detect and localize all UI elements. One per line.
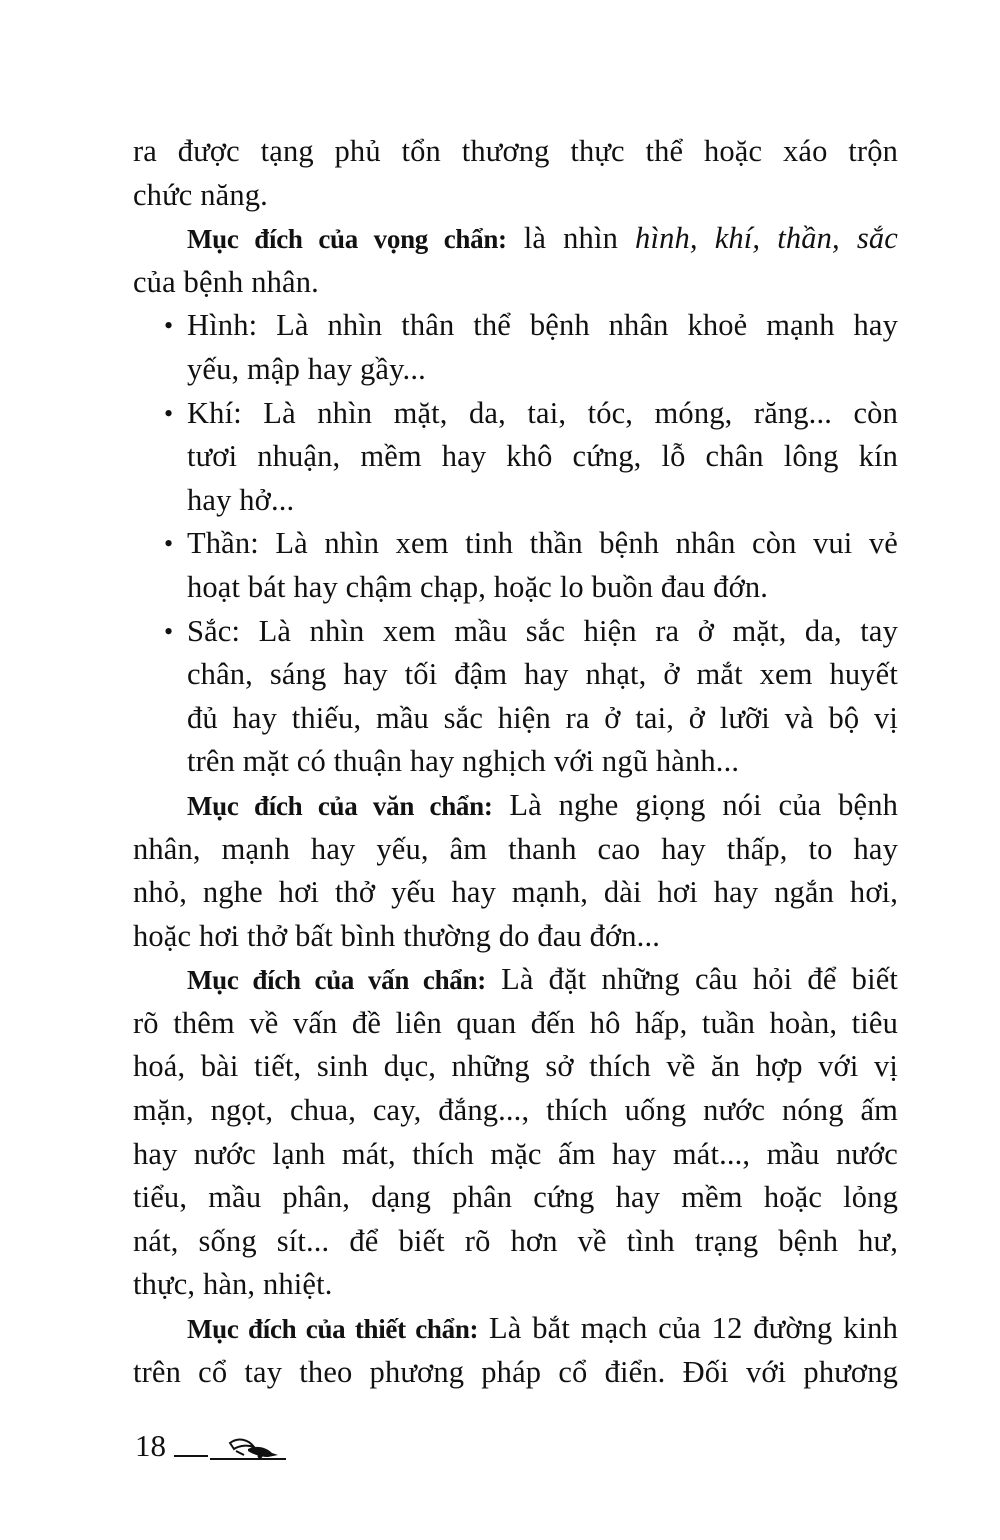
text-line: hay hở... xyxy=(187,482,295,517)
paragraph-van-chan-hoi xyxy=(133,958,898,1002)
text-segment: Sắc: Là nhìn xem mầu sắc hiện ra ở mặt, da, tay xyxy=(187,613,898,648)
text-line: mặn, ngọt, chua, cay, đắng..., thích uống nước nóng ấm xyxy=(133,1093,898,1128)
text-line: yếu, mập hay gầy... xyxy=(187,351,426,386)
text-line: thực, hàn, nhiệt. xyxy=(133,1267,333,1302)
text-line: đủ hay thiếu, mầu sắc hiện ra ở tai, ở lưỡi và bộ vị xyxy=(187,700,898,735)
bullet-icon: • xyxy=(164,529,174,559)
text-line: hay nước lạnh mát, thích mặc ấm hay mát..., mầu nước xyxy=(133,1136,898,1171)
footer-rule xyxy=(174,1455,208,1457)
italic-terms: hình, khí, thần, sắc xyxy=(635,221,898,256)
text-line: nhỏ, nghe hơi thở yếu hay mạnh, dài hơi hay ngắn hơi, xyxy=(133,875,898,910)
text-line: nhân, mạnh hay yếu, âm thanh cao hay thấp, to hay xyxy=(133,831,898,866)
text-segment: Thần: Là nhìn xem tinh thần bệnh nhân còn vui vẻ xyxy=(187,526,898,561)
text-line: ra được tạng phủ tổn thương thực thể hoặc xáo trộn xyxy=(133,134,898,168)
text-segment: Khí: Là nhìn mặt, da, tai, tóc, móng, răng... còn xyxy=(187,395,898,430)
paragraph-thiet-chan xyxy=(133,1307,898,1351)
text-segment: là nhìn xyxy=(523,221,618,256)
bullet-item-hinh xyxy=(133,304,898,348)
term-thiet-chan: Mục đích của thiết chẩn: xyxy=(187,1314,479,1345)
term-van-chan-hoi: Mục đích của vấn chẩn: xyxy=(187,965,486,996)
text-segment: Là nghe giọng nói của bệnh xyxy=(509,787,899,822)
text-line: tươi nhuận, mềm hay khô cứng, lỗ chân lông kín xyxy=(187,439,898,474)
text-segment: Là bắt mạch của 12 đường kinh xyxy=(489,1311,898,1346)
text-line: tiểu, mầu phân, dạng phân cứng hay mềm hoặc lỏng xyxy=(133,1180,898,1215)
text-line: của bệnh nhân. xyxy=(133,264,319,299)
text-line: hoá, bài tiết, sinh dục, những sở thích về ăn hợp với vị xyxy=(133,1049,898,1084)
paragraph-vong-chan xyxy=(133,217,898,261)
page-footer xyxy=(135,1426,288,1466)
text-segment: Hình: Là nhìn thân thể bệnh nhân khoẻ mạnh hay xyxy=(187,308,898,343)
text-line: hoặc hơi thở bất bình thường do đau đớn... xyxy=(133,918,660,953)
page-number: 18 xyxy=(135,1428,166,1463)
text-line: nát, sống sít... để biết rõ hơn về tình trạng bệnh hư, xyxy=(133,1223,898,1258)
quill-ornament-icon xyxy=(208,1435,288,1463)
bullet-item-khi xyxy=(133,392,898,436)
bullet-icon: • xyxy=(164,311,174,341)
text-segment: Là đặt những câu hỏi để biết xyxy=(501,962,899,997)
bullet-item-than xyxy=(133,522,898,566)
text-line: trên cổ tay theo phương pháp cổ điển. Đối với phương xyxy=(133,1354,898,1389)
term-vong-chan: Mục đích của vọng chẩn: xyxy=(187,224,507,255)
bullet-icon: • xyxy=(164,616,174,646)
text-line: chân, sáng hay tối đậm hay nhạt, ở mắt xem huyết xyxy=(187,657,898,692)
body-text xyxy=(133,130,898,1394)
text-line: rõ thêm về vấn đề liên quan đến hô hấp, tuần hoàn, tiêu xyxy=(133,1005,898,1040)
bullet-icon: • xyxy=(164,398,174,428)
paragraph-van-chan-nghe xyxy=(133,784,898,828)
text-line: hoạt bát hay chậm chạp, hoặc lo buồn đau đớn. xyxy=(187,569,769,604)
text-line: trên mặt có thuận hay nghịch với ngũ hành... xyxy=(187,744,740,779)
term-van-chan: Mục đích của văn chẩn: xyxy=(187,790,493,821)
text-line: chức năng. xyxy=(133,177,268,212)
bullet-item-sac xyxy=(133,610,898,654)
